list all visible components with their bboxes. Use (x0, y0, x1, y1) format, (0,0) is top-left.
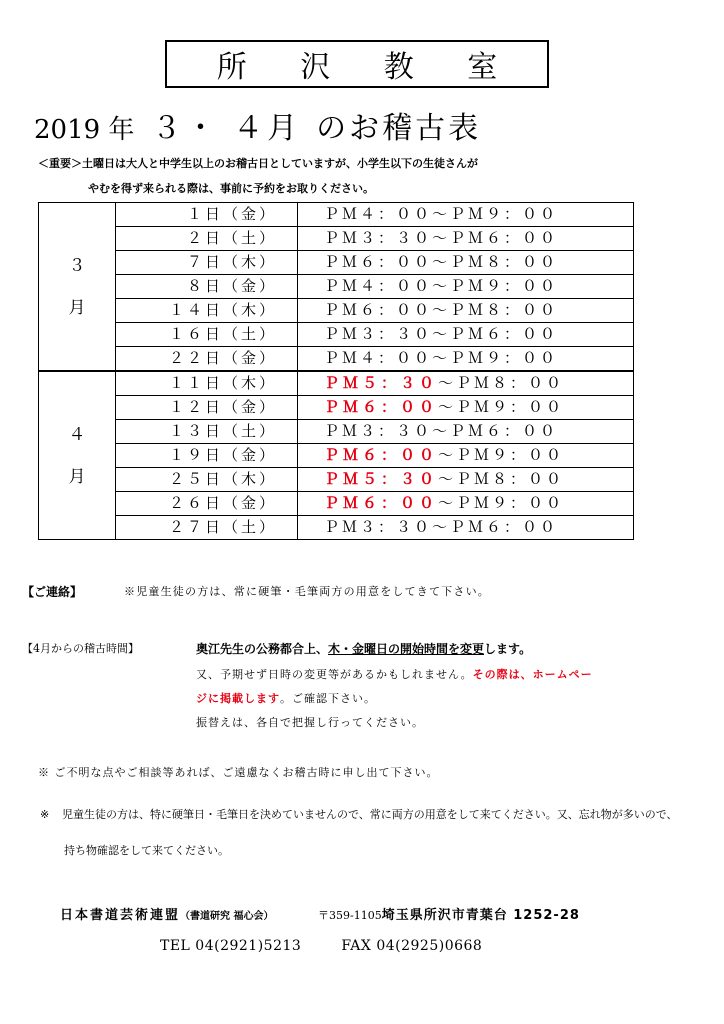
table-row (39, 227, 634, 251)
table-row (39, 516, 634, 540)
time-end: ～ＰＭ６：００ (432, 518, 559, 536)
org-subname: （書道研究 福心会） (180, 911, 274, 922)
footer-org (60, 904, 274, 923)
month-number: ４ (68, 424, 86, 445)
date-cell: １６日（土） (116, 323, 298, 347)
table-row (39, 396, 634, 420)
time-cell (298, 468, 634, 492)
line3-part-a: ジに掲載します (196, 692, 280, 705)
schedule-change-line4: 振替えは、各自で把握し行ってください。 (196, 716, 424, 729)
table-row (39, 323, 634, 347)
note-supplies-text: 児童生徒の方は、特に硬筆日・毛筆日を決めていませんので、常に両方の用意をして来てください。又、忘れ物が多いので、 (62, 808, 678, 821)
time-start: ＰＭ６：００ (324, 494, 439, 512)
schedule-table (38, 202, 634, 540)
table-row (39, 468, 634, 492)
month-kanji: 月 (68, 466, 86, 487)
headline-year: 2019 年 (34, 115, 135, 145)
tel-number: TEL 04(2921)5213 (160, 938, 302, 954)
time-cell (298, 492, 634, 516)
table-row (39, 492, 634, 516)
month-label-march (39, 203, 116, 372)
month-kanji: 月 (68, 297, 86, 318)
date-cell: １２日（金） (116, 396, 298, 420)
line3-part-b: 。ご確認下さい。 (280, 692, 376, 705)
note-supplies-cont: 持ち物確認をして来てください。 (64, 844, 229, 857)
time-cell: ＰＭ６：００～ＰＭ８：００ (298, 251, 634, 275)
schedule-headline (34, 103, 481, 147)
time-start: ＰＭ６：００ (324, 446, 439, 464)
date-cell: ２２日（金） (116, 347, 298, 372)
line2-part-b: その際は、ホームペー (472, 668, 593, 681)
table-row (39, 444, 634, 468)
note-supplies (40, 806, 678, 822)
date-cell: ２７日（土） (116, 516, 298, 540)
line1-part-b: 木・金曜日の開始時間を変更 (328, 642, 485, 656)
time-end: ～ＰＭ８：００ (438, 470, 565, 488)
month-number: ３ (68, 255, 86, 276)
table-row (39, 299, 634, 323)
contact-label: 【ご連絡】 (22, 585, 83, 599)
table-row (39, 275, 634, 299)
date-cell: １１日（木） (116, 371, 298, 396)
schedule-change-label: 【4月からの稽古時間】 (22, 642, 139, 655)
footer-address (318, 904, 580, 923)
date-cell: １４日（木） (116, 299, 298, 323)
time-end: ～ＰＭ９：００ (438, 446, 565, 464)
time-cell (298, 396, 634, 420)
time-cell: ＰＭ４：００～ＰＭ９：００ (298, 275, 634, 299)
table-row (39, 203, 634, 227)
page-title: 所 沢 教 室 (165, 40, 549, 88)
note-mark: ※ (40, 808, 50, 821)
contact-text: ※児童生徒の方は、常に硬筆・毛筆両方の用意をしてきて下さい。 (124, 585, 490, 598)
time-end: ～ＰＭ９：００ (438, 494, 565, 512)
time-cell: ＰＭ６：００～ＰＭ８：００ (298, 299, 634, 323)
time-cell: ＰＭ３：３０～ＰＭ６：００ (298, 323, 634, 347)
time-cell (298, 516, 634, 540)
date-cell: １日（金） (116, 203, 298, 227)
line2-part-a: 又、予期せず日時の変更等があるかもしれません。 (196, 668, 473, 681)
date-cell: ８日（金） (116, 275, 298, 299)
date-cell: ７日（木） (116, 251, 298, 275)
headline-rest: のお稽古表 (316, 111, 482, 146)
time-start: ＰＭ６：００ (324, 398, 439, 416)
line1-part-a: 奥江先生の公務都合上、 (196, 642, 329, 656)
time-cell (298, 371, 634, 396)
month-label-april (39, 371, 116, 540)
date-cell: ２５日（木） (116, 468, 298, 492)
time-cell (298, 420, 634, 444)
time-start: ＰＭ３：３０ (324, 422, 433, 440)
headline-months: ３・ ４月 (151, 111, 302, 146)
time-start: ＰＭ５：３０ (324, 374, 439, 392)
line1-part-c: します。 (484, 642, 532, 656)
footer-phone (160, 938, 482, 954)
important-notice-line1: ＜重要＞土曜日は大人と中学生以上のお稽古日としていますが、小学生以下の生徒さんが (38, 157, 478, 170)
time-cell: ＰＭ３：３０～ＰＭ６：００ (298, 227, 634, 251)
table-row (39, 371, 634, 396)
fax-number: FAX 04(2925)0668 (341, 938, 483, 954)
important-notice-line2: やむを得ず来られる際は、事前に予約をお取りください。 (88, 182, 374, 195)
date-cell: ２６日（金） (116, 492, 298, 516)
time-end: ～ＰＭ６：００ (432, 422, 559, 440)
schedule-change-line1 (196, 640, 531, 657)
org-name: 日本書道芸術連盟 (60, 908, 181, 923)
time-end: ～ＰＭ８：００ (438, 374, 565, 392)
date-cell: ２日（土） (116, 227, 298, 251)
table-row (39, 420, 634, 444)
time-end: ～ＰＭ９：００ (438, 398, 565, 416)
schedule-change-line3 (196, 690, 376, 706)
table-row (39, 251, 634, 275)
address-text: 埼玉県所沢市青葉台 1252-28 (381, 908, 580, 923)
time-start: ＰＭ５：３０ (324, 470, 439, 488)
time-cell: ＰＭ４：００～ＰＭ９：００ (298, 347, 634, 372)
table-row (39, 347, 634, 372)
date-cell: １９日（金） (116, 444, 298, 468)
note-inquiries: ※ ご不明な点やご相談等あれば、ご遠慮なくお稽古時に申し出て下さい。 (38, 766, 439, 779)
time-cell (298, 444, 634, 468)
postal-code: 〒359-1105 (318, 909, 382, 922)
date-cell: １３日（土） (116, 420, 298, 444)
time-cell: ＰＭ４：００～ＰＭ９：００ (298, 203, 634, 227)
schedule-change-line2 (196, 666, 593, 682)
time-start: ＰＭ３：３０ (324, 518, 433, 536)
